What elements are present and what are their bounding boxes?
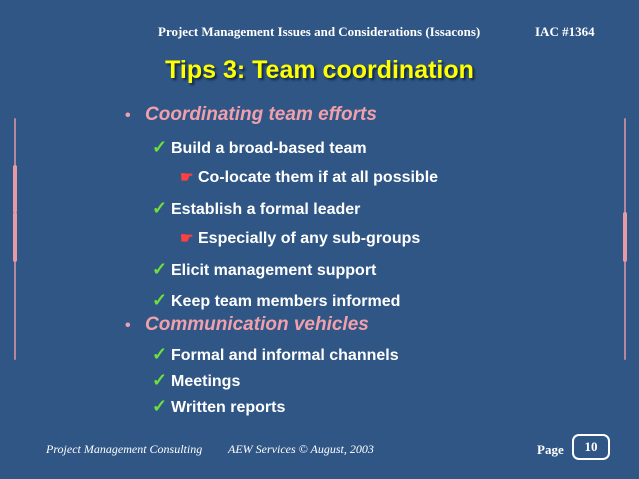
check-item xyxy=(152,290,400,311)
checkmark-icon: ✓ xyxy=(152,137,168,157)
sub-item-text: Co-locate them if at all possible xyxy=(198,169,439,186)
bullet-item xyxy=(125,104,377,126)
check-item xyxy=(152,137,367,158)
bullet-dot-icon: • xyxy=(125,317,131,334)
check-item xyxy=(152,259,376,280)
check-item xyxy=(152,344,399,365)
sub-item-text: Especially of any sub-groups xyxy=(198,230,421,247)
pointing-hand-icon: ☛ xyxy=(180,230,194,247)
right-accent-bar xyxy=(623,212,627,262)
pointing-hand-icon: ☛ xyxy=(180,169,194,186)
page-number-badge: 10 xyxy=(572,434,610,460)
bullet-item xyxy=(125,314,369,336)
check-item-text: Written reports xyxy=(171,399,286,416)
footer-company: Project Management Consulting xyxy=(46,442,203,456)
footer-copyright: AEW Services © August, 2003 xyxy=(228,442,374,456)
check-item-text: Establish a formal leader xyxy=(171,201,361,218)
checkmark-icon: ✓ xyxy=(152,290,168,310)
bullet-dot-icon: • xyxy=(125,107,131,124)
checkmark-icon: ✓ xyxy=(152,198,168,218)
slide-title: Tips 3: Team coordination xyxy=(165,56,474,84)
checkmark-icon: ✓ xyxy=(152,370,168,390)
page-label: Page xyxy=(537,442,564,457)
checkmark-icon: ✓ xyxy=(152,259,168,279)
check-item-text: Keep team members informed xyxy=(171,293,401,310)
header-doc-id: IAC #1364 xyxy=(535,24,595,39)
left-accent-bar-upper xyxy=(13,165,17,213)
left-accent-bar-lower xyxy=(13,212,17,262)
check-item-text: Elicit management support xyxy=(171,262,377,279)
header-title: Project Management Issues and Considerations (Issacons) xyxy=(158,24,481,39)
check-item-text: Formal and informal channels xyxy=(171,347,399,364)
checkmark-icon: ✓ xyxy=(152,344,168,364)
checkmark-icon: ✓ xyxy=(152,396,168,416)
bullet-text: Coordinating team efforts xyxy=(145,104,377,125)
sub-item xyxy=(180,229,420,248)
check-item xyxy=(152,396,285,417)
check-item-text: Build a broad-based team xyxy=(171,140,367,157)
check-item xyxy=(152,370,240,391)
sub-item xyxy=(180,168,438,187)
check-item-text: Meetings xyxy=(171,373,241,390)
bullet-text: Communication vehicles xyxy=(145,314,369,335)
check-item xyxy=(152,198,360,219)
